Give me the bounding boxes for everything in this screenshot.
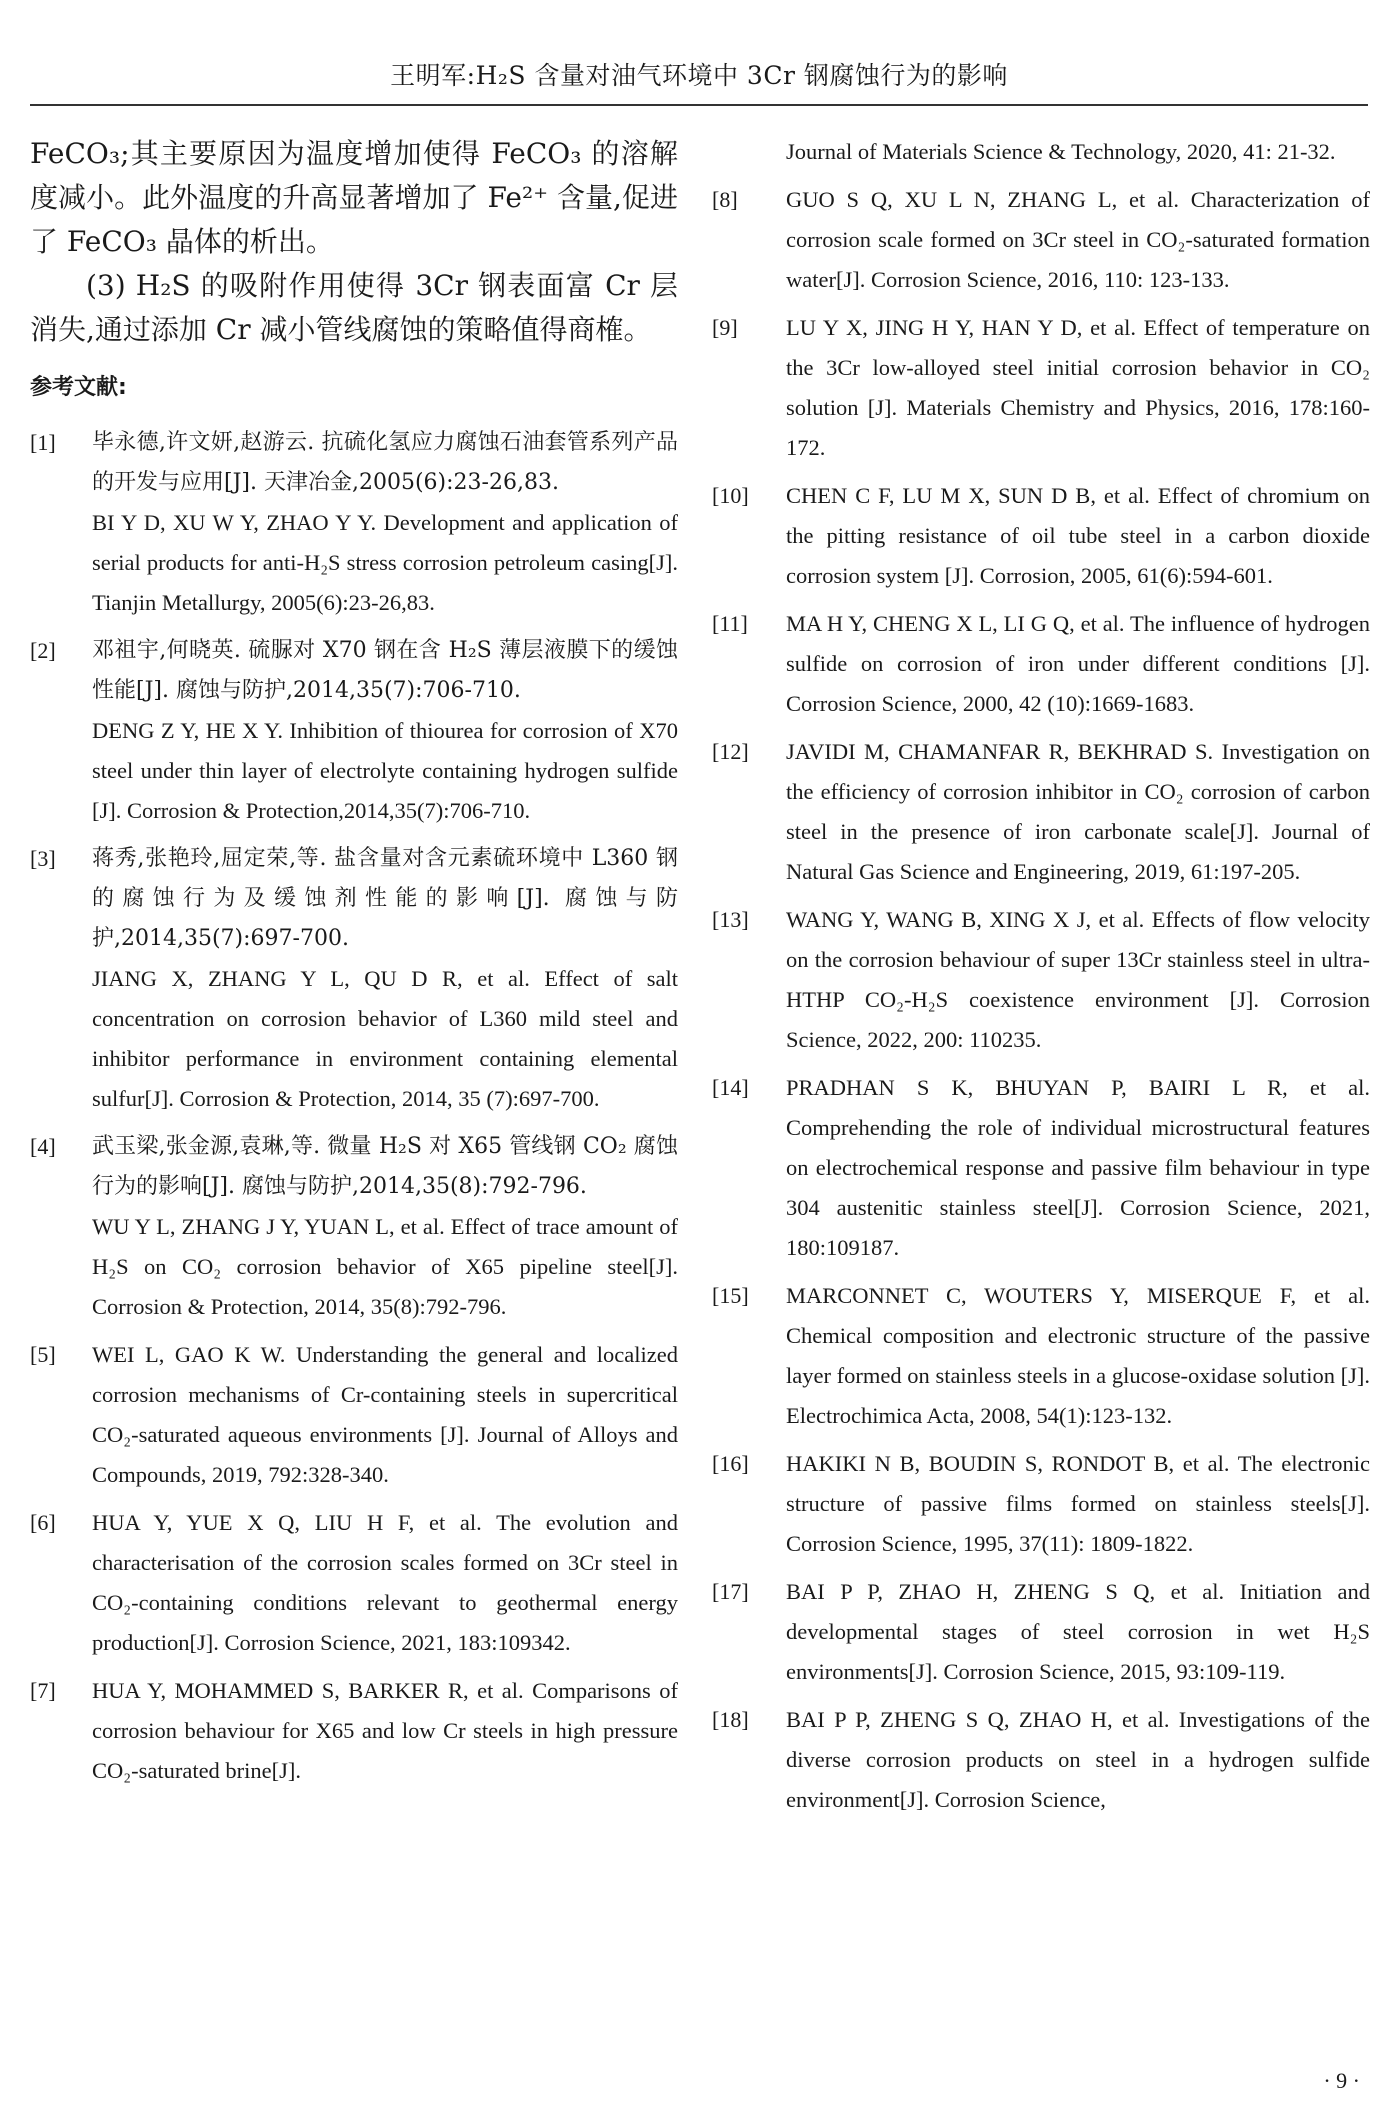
reference-item-11 — [712, 604, 1370, 724]
conclusion-paragraph: (3) H₂S 的吸附作用使得 3Cr 钢表面富 Cr 层消失,通过添加 Cr 减小管线腐蚀的策略值得商榷。 — [30, 269, 678, 346]
body-paragraph: FeCO₃;其主要原因为温度增加使得 FeCO₃ 的溶解度减小。此外温度的升高显著增加了 Fe²⁺ 含量,促进了 FeCO₃ 晶体的析出。 — [30, 137, 678, 258]
reference-number: [11] — [712, 611, 748, 636]
reference-en: LU Y X, JING H Y, HAN Y D, et al. Effect of temperature on the 3Cr low-alloyed steel initial corrosion behavior in CO₂ solution [J]. Materials Chemistry and Physics, 2016, 178:160-172. — [786, 315, 1370, 460]
reference-number: [5] — [30, 1342, 56, 1367]
references-title: 参考文献: — [30, 375, 127, 400]
reference-item-17 — [712, 1572, 1370, 1692]
reference-number: [7] — [30, 1678, 56, 1703]
reference-number: [17] — [712, 1579, 749, 1604]
reference-zh: 毕永德,许文妍,赵游云. 抗硫化氢应力腐蚀石油套管系列产品的开发与应用[J]. 天津冶金,2005(6):23-26,83. — [92, 430, 678, 495]
header-rule — [30, 104, 1368, 106]
reference-item-3 — [30, 839, 678, 1119]
reference-number: [12] — [712, 739, 749, 764]
reference-en: WU Y L, ZHANG J Y, YUAN L, et al. Effect of trace amount of H₂S on CO₂ corrosion behavior of X65 pipeline steel[J]. Corrosion & Protection, 2014, 35(8):792-796. — [92, 1214, 678, 1319]
reference-number: [15] — [712, 1283, 749, 1308]
reference-item-6 — [30, 1503, 678, 1663]
reference-number: [10] — [712, 483, 749, 508]
reference-item-16 — [712, 1444, 1370, 1564]
reference-en: JIANG X, ZHANG Y L, QU D R, et al. Effect of salt concentration on corrosion behavior of L360 mild steel and inhibitor performance in environment containing elemental sulfur[J]. Corrosion & Protection, 2014, 35 (7):697-700. — [92, 966, 678, 1111]
reference-en: WEI L, GAO K W. Understanding the general and localized corrosion mechanisms of Cr-containing steels in supercritical CO₂-saturated aqueous environments [J]. Journal of Alloys and Compounds, 2019, 792:328-340. — [92, 1342, 678, 1487]
reference-en: WANG Y, WANG B, XING X J, et al. Effects of flow velocity on the corrosion behaviour of super 13Cr stainless steel in ultra-HTHP CO₂-H₂S coexistence environment [J]. Corrosion Science, 2022, 200: 110235. — [786, 907, 1370, 1052]
reference-en: JAVIDI M, CHAMANFAR R, BEKHRAD S. Investigation on the efficiency of corrosion inhibitor in CO₂ corrosion of carbon steel in the presence of iron carbonate scale[J]. Journal of Natural Gas Science and Engineering, 2019, 61:197-205. — [786, 739, 1370, 884]
reference-item-14 — [712, 1068, 1370, 1268]
reference-item-4 — [30, 1127, 678, 1327]
right-column — [712, 132, 1370, 1828]
reference-zh: 邓祖宇,何晓英. 硫脲对 X70 钢在含 H₂S 薄层液膜下的缓蚀性能[J]. 腐蚀与防护,2014,35(7):706-710. — [92, 638, 678, 703]
reference-en: CHEN C F, LU M X, SUN D B, et al. Effect of chromium on the pitting resistance of oil tube steel in a carbon dioxide corrosion system [J]. Corrosion, 2005, 61(6):594-601. — [786, 483, 1370, 588]
reference-en: PRADHAN S K, BHUYAN P, BAIRI L R, et al. Comprehending the role of individual microstructural features on electrochemical response and passive film behaviour in type 304 austenitic stainless steel[J]. Corrosion Science, 2021, 180:109187. — [786, 1075, 1370, 1260]
reference-en: GUO S Q, XU L N, ZHANG L, et al. Characterization of corrosion scale formed on 3Cr steel in CO₂-saturated formation water[J]. Corrosion Science, 2016, 110: 123-133. — [786, 187, 1370, 292]
reference-zh: 武玉梁,张金源,袁琳,等. 微量 H₂S 对 X65 管线钢 CO₂ 腐蚀行为的影响[J]. 腐蚀与防护,2014,35(8):792-796. — [92, 1134, 678, 1199]
reference-number: [18] — [712, 1707, 749, 1732]
reference-item-2 — [30, 631, 678, 831]
running-header: 王明军:H₂S 含量对油气环境中 3Cr 钢腐蚀行为的影响 — [390, 61, 1008, 90]
reference-zh: 蒋秀,张艳玲,屈定荣,等. 盐含量对含元素硫环境中 L360 钢的腐蚀行为及缓蚀剂性能的影响[J]. 腐蚀与防护,2014,35(7):697-700. — [92, 846, 678, 951]
reference-item-1 — [30, 423, 678, 623]
reference-en: MARCONNET C, WOUTERS Y, MISERQUE F, et al. Chemical composition and electronic structure of the passive layer formed on stainless steels in a glucose-oxidase solution [J]. Electrochimica Acta, 2008, 54(1):123-132. — [786, 1283, 1370, 1428]
reference-item-9 — [712, 308, 1370, 468]
reference-number: [2] — [30, 638, 56, 663]
reference-number: [16] — [712, 1451, 749, 1476]
reference-number: [1] — [30, 430, 56, 455]
reference-en: MA H Y, CHENG X L, LI G Q, et al. The influence of hydrogen sulfide on corrosion of iron under different conditions [J]. Corrosion Science, 2000, 42 (10):1669-1683. — [786, 611, 1370, 716]
left-column — [30, 132, 678, 1799]
reference-item-5 — [30, 1335, 678, 1495]
reference-en: HAKIKI N B, BOUDIN S, RONDOT B, et al. The electronic structure of passive films formed on stainless steels[J]. Corrosion Science, 1995, 37(11): 1809-1822. — [786, 1451, 1370, 1556]
reference-en: HUA Y, YUE X Q, LIU H F, et al. The evolution and characterisation of the corrosion scales formed on 3Cr steel in CO₂-containing conditions relevant to geothermal energy production[J]. Corrosion Science, 2021, 183:109342. — [92, 1510, 678, 1655]
reference-number: [3] — [30, 846, 56, 871]
page-number: · 9 · — [1323, 2068, 1360, 2093]
reference-item-13 — [712, 900, 1370, 1060]
reference-en: BI Y D, XU W Y, ZHAO Y Y. Development and application of serial products for anti-H₂S stress corrosion petroleum casing[J]. Tianjin Metallurgy, 2005(6):23-26,83. — [92, 510, 678, 615]
reference-number: [8] — [712, 187, 738, 212]
reference-number: [9] — [712, 315, 738, 340]
reference-number: [4] — [30, 1134, 56, 1159]
reference-number: [6] — [30, 1510, 56, 1535]
reference-number: [13] — [712, 907, 749, 932]
reference-item-7 — [30, 1671, 678, 1791]
reference-en: BAI P P, ZHAO H, ZHENG S Q, et al. Initiation and developmental stages of steel corrosion in wet H₂S environments[J]. Corrosion Science, 2015, 93:109-119. — [786, 1579, 1370, 1684]
reference-item-18 — [712, 1700, 1370, 1820]
reference-item-8 — [712, 180, 1370, 300]
reference-number: [14] — [712, 1075, 749, 1100]
reference-7-continuation: Journal of Materials Science & Technology, 2020, 41: 21-32. — [786, 139, 1336, 164]
reference-item-12 — [712, 732, 1370, 892]
reference-en: BAI P P, ZHENG S Q, ZHAO H, et al. Investigations of the diverse corrosion products on steel in a hydrogen sulfide environment[J]. Corrosion Science, — [786, 1707, 1370, 1812]
reference-en: HUA Y, MOHAMMED S, BARKER R, et al. Comparisons of corrosion behaviour for X65 and low Cr steels in high pressure CO₂-saturated brine[J]. — [92, 1678, 678, 1783]
reference-en: DENG Z Y, HE X Y. Inhibition of thiourea for corrosion of X70 steel under thin layer of electrolyte containing hydrogen sulfide [J]. Corrosion & Protection,2014,35(7):706-710. — [92, 718, 678, 823]
reference-item-10 — [712, 476, 1370, 596]
reference-item-15 — [712, 1276, 1370, 1436]
